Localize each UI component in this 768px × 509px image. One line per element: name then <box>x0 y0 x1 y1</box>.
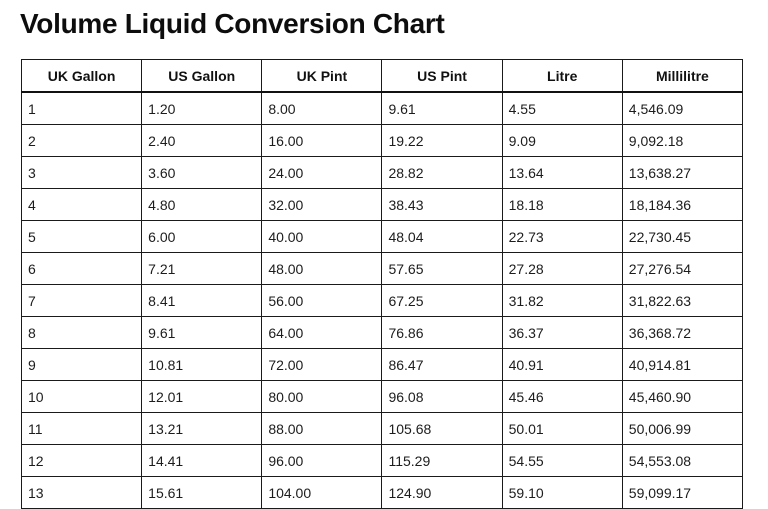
table-cell: 6.00 <box>142 221 262 253</box>
header-row <box>22 60 743 93</box>
table-cell: 4.80 <box>142 189 262 221</box>
table-cell: 67.25 <box>382 285 502 317</box>
table-body <box>22 92 743 509</box>
table-cell: 57.65 <box>382 253 502 285</box>
table-cell: 54.55 <box>502 445 622 477</box>
table-cell: 16.00 <box>262 125 382 157</box>
table-row <box>22 92 743 125</box>
table-cell: 3.60 <box>142 157 262 189</box>
table-cell: 7 <box>22 285 142 317</box>
table-cell: 10 <box>22 381 142 413</box>
column-header: US Gallon <box>142 60 262 93</box>
table-cell: 64.00 <box>262 317 382 349</box>
table-cell: 86.47 <box>382 349 502 381</box>
table-row <box>22 349 743 381</box>
table-cell: 9.61 <box>382 92 502 125</box>
table-cell: 13.64 <box>502 157 622 189</box>
table-cell: 8.00 <box>262 92 382 125</box>
column-header: UK Gallon <box>22 60 142 93</box>
table-cell: 72.00 <box>262 349 382 381</box>
table-cell: 9.61 <box>142 317 262 349</box>
table-cell: 11 <box>22 413 142 445</box>
column-header: Litre <box>502 60 622 93</box>
table-header <box>22 60 743 93</box>
table-cell: 1 <box>22 92 142 125</box>
table-cell: 12.01 <box>142 381 262 413</box>
table-row <box>22 477 743 509</box>
table-cell: 13,638.27 <box>622 157 742 189</box>
column-header: Millilitre <box>622 60 742 93</box>
table-cell: 31,822.63 <box>622 285 742 317</box>
table-cell: 9,092.18 <box>622 125 742 157</box>
table-cell: 31.82 <box>502 285 622 317</box>
table-cell: 36.37 <box>502 317 622 349</box>
table-cell: 80.00 <box>262 381 382 413</box>
table-cell: 104.00 <box>262 477 382 509</box>
table-cell: 48.00 <box>262 253 382 285</box>
table-row <box>22 381 743 413</box>
conversion-table <box>21 59 743 509</box>
table-cell: 8.41 <box>142 285 262 317</box>
table-row <box>22 221 743 253</box>
table-cell: 2 <box>22 125 142 157</box>
table-cell: 96.00 <box>262 445 382 477</box>
table-cell: 18.18 <box>502 189 622 221</box>
table-cell: 3 <box>22 157 142 189</box>
table-row <box>22 253 743 285</box>
page-title: Volume Liquid Conversion Chart <box>20 8 445 39</box>
table-cell: 5 <box>22 221 142 253</box>
table-cell: 1.20 <box>142 92 262 125</box>
table-cell: 24.00 <box>262 157 382 189</box>
table-cell: 22.73 <box>502 221 622 253</box>
table-cell: 4,546.09 <box>622 92 742 125</box>
table-cell: 2.40 <box>142 125 262 157</box>
table-row <box>22 413 743 445</box>
table-cell: 54,553.08 <box>622 445 742 477</box>
table-cell: 115.29 <box>382 445 502 477</box>
table-cell: 56.00 <box>262 285 382 317</box>
table-cell: 13 <box>22 477 142 509</box>
table-cell: 18,184.36 <box>622 189 742 221</box>
table-row <box>22 189 743 221</box>
table-cell: 10.81 <box>142 349 262 381</box>
table-cell: 50.01 <box>502 413 622 445</box>
table-row <box>22 157 743 189</box>
table-cell: 7.21 <box>142 253 262 285</box>
table-cell: 8 <box>22 317 142 349</box>
table-row <box>22 125 743 157</box>
table-cell: 38.43 <box>382 189 502 221</box>
table-cell: 48.04 <box>382 221 502 253</box>
table-cell: 96.08 <box>382 381 502 413</box>
table-cell: 27,276.54 <box>622 253 742 285</box>
table-cell: 124.90 <box>382 477 502 509</box>
column-header: US Pint <box>382 60 502 93</box>
table-cell: 4 <box>22 189 142 221</box>
table-row <box>22 445 743 477</box>
table-cell: 40,914.81 <box>622 349 742 381</box>
table-cell: 45.46 <box>502 381 622 413</box>
table-cell: 6 <box>22 253 142 285</box>
table-cell: 27.28 <box>502 253 622 285</box>
table-cell: 28.82 <box>382 157 502 189</box>
table-cell: 32.00 <box>262 189 382 221</box>
table-cell: 59,099.17 <box>622 477 742 509</box>
table-cell: 4.55 <box>502 92 622 125</box>
table-cell: 15.61 <box>142 477 262 509</box>
table-cell: 40.00 <box>262 221 382 253</box>
table-row <box>22 285 743 317</box>
table-cell: 59.10 <box>502 477 622 509</box>
table-cell: 88.00 <box>262 413 382 445</box>
table-cell: 22,730.45 <box>622 221 742 253</box>
table-cell: 45,460.90 <box>622 381 742 413</box>
table-cell: 12 <box>22 445 142 477</box>
table-cell: 19.22 <box>382 125 502 157</box>
column-header: UK Pint <box>262 60 382 93</box>
table-cell: 14.41 <box>142 445 262 477</box>
table-row <box>22 317 743 349</box>
table-cell: 9.09 <box>502 125 622 157</box>
table-cell: 9 <box>22 349 142 381</box>
table-cell: 105.68 <box>382 413 502 445</box>
table-cell: 36,368.72 <box>622 317 742 349</box>
table-cell: 76.86 <box>382 317 502 349</box>
table-cell: 40.91 <box>502 349 622 381</box>
table-cell: 13.21 <box>142 413 262 445</box>
table-cell: 50,006.99 <box>622 413 742 445</box>
